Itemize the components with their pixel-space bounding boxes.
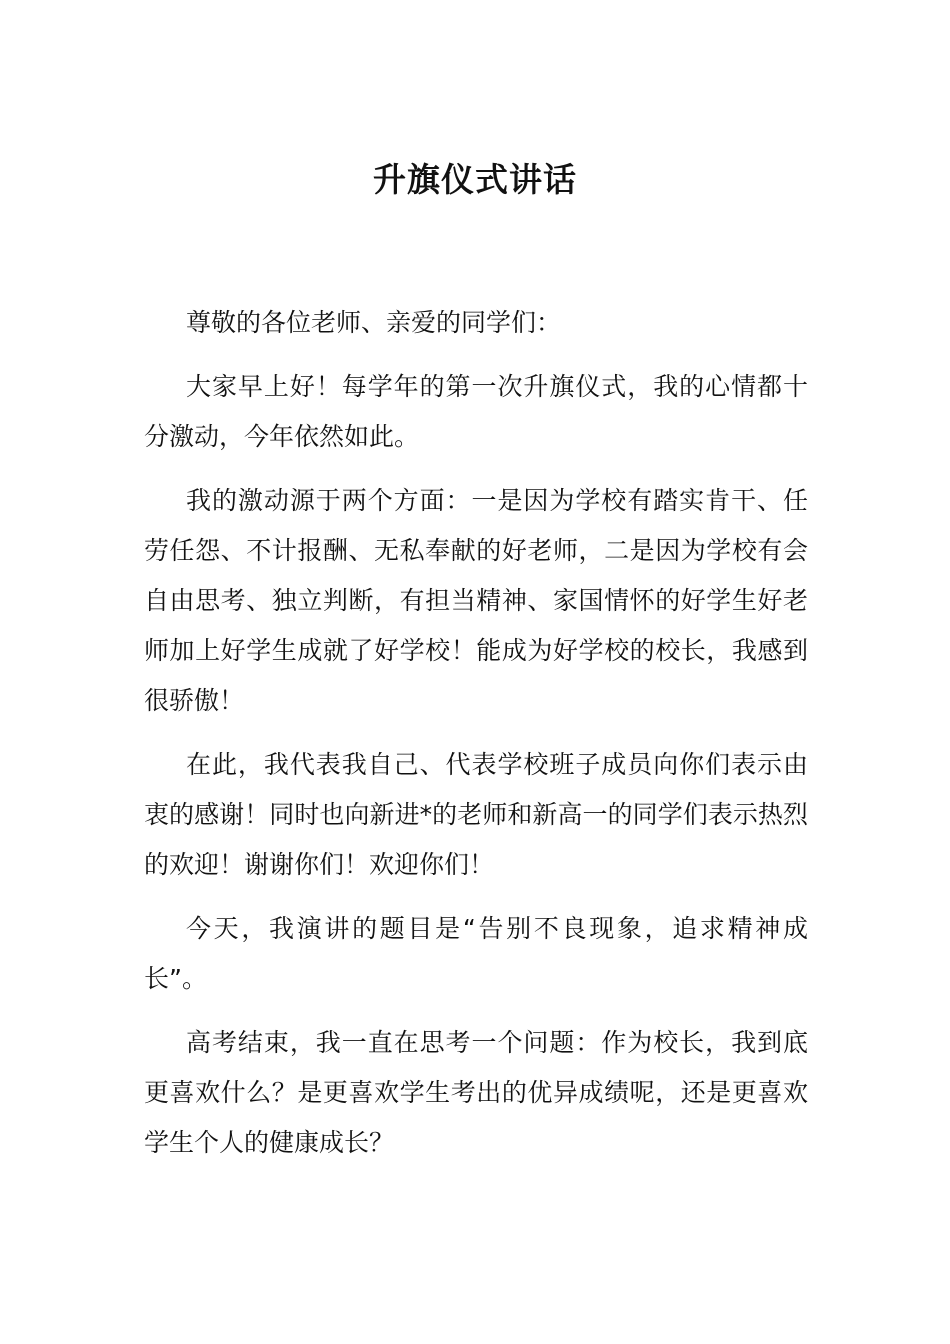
gratitude-reason-paragraph: 我的激动源于两个方面：一是因为学校有踏实肯干、任劳任怨、不计报酬、无私奉献的好老师，二是因为学校有会自由思考、独立判断，有担当精神、家国情怀的好学生好老师加上好学生成就了好学校！能成为好学校的校长，我感到很骄傲！ xyxy=(144,486,808,715)
thanks-welcome-paragraph: 在此，我代表我自己、代表学校班子成员向你们表示由衷的感谢！同时也向新进*的老师和新高一的同学们表示热烈的欢迎！谢谢你们！欢迎你们！ xyxy=(144,750,808,879)
opening-paragraph: 大家早上好！每学年的第一次升旗仪式，我的心情都十分激动，今年依然如此。 xyxy=(144,372,808,451)
speech-topic-paragraph: 今天，我演讲的题目是“告别不良现象，追求精神成长”。 xyxy=(144,914,808,993)
document-body xyxy=(144,298,808,1182)
greeting-paragraph: 尊敬的各位老师、亲爱的同学们： xyxy=(186,308,562,337)
document-title: 升旗仪式讲话 xyxy=(373,160,577,199)
question-paragraph: 高考结束，我一直在思考一个问题：作为校长，我到底更喜欢什么？是更喜欢学生考出的优异成绩呢，还是更喜欢学生个人的健康成长？ xyxy=(144,1028,808,1157)
